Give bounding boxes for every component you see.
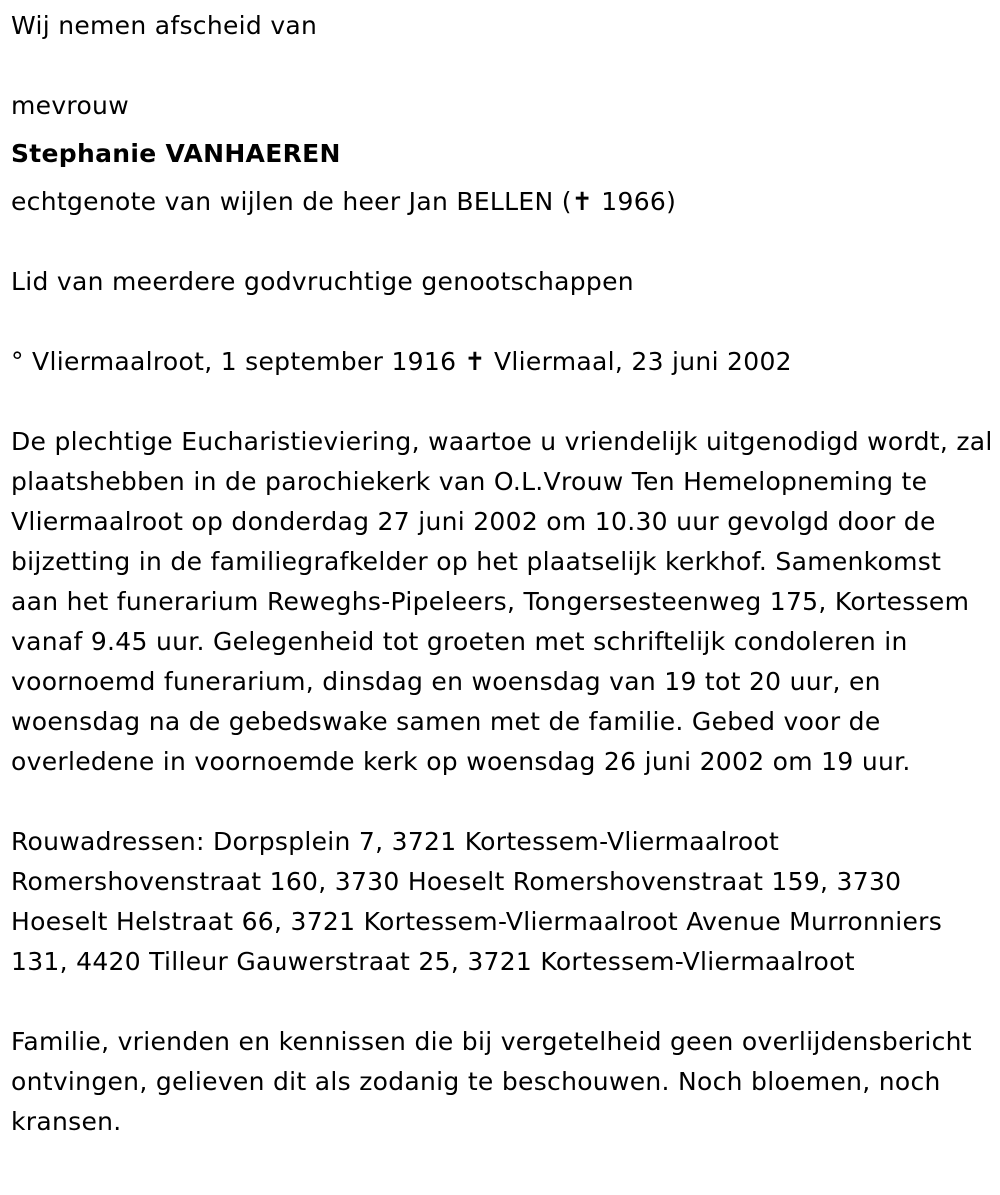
spouse-suffix: 1966) <box>593 187 677 216</box>
addresses-paragraph: Rouwadressen: Dorpsplein 7, 3721 Kortessem-Vliermaalroot Romershovenstraat 160, 3730 Hoeselt Romershovenstraat 159, 3730 Hoeselt Helstraat 66, 3721 Kortessem-Vliermaalroot Avenue Murronniers 131, 4420 Tilleur Gauwerstraat 25, 3721 Kortessem-Vliermaalroot <box>11 827 943 976</box>
birth-info: ° Vliermaalroot, 1 september 1916 <box>11 347 465 376</box>
deceased-name: Stephanie VANHAEREN <box>11 139 341 168</box>
obituary-notice <box>11 6 996 1142</box>
birth-death-line <box>11 342 996 382</box>
spacer <box>11 222 996 262</box>
intro-line: Wij nemen afscheid van <box>11 11 318 40</box>
spacer <box>11 782 996 822</box>
spacer <box>11 982 996 1022</box>
spacer <box>11 382 996 422</box>
cross-icon: ✝ <box>571 187 594 216</box>
spouse-line <box>11 182 996 222</box>
spouse-prefix: echtgenote van wijlen de heer Jan BELLEN ( <box>11 187 572 216</box>
membership-line: Lid van meerdere godvruchtige genootschappen <box>11 267 634 296</box>
cross-icon: ✝ <box>464 347 486 376</box>
ceremony-paragraph: De plechtige Eucharistieviering, waartoe u vriendelijk uitgenodigd wordt, zal plaatshebben in de parochiekerk van O.L.Vrouw Ten Hemelopneming te Vliermaalroot op donderdag 27 juni 2002 om 10.30 uur gevolgd door de bijzetting in de familiegrafkelder op het plaatselijk kerkhof. Samenkomst aan het funerarium Reweghs-Pipeleers, Tongersesteenweg 175, Kortessem vanaf 9.45 uur. Gelegenheid tot groeten met schriftelijk condoleren in voornoemd funerarium, dinsdag en woensdag van 19 tot 20 uur, en woensdag na de gebedswake samen met de familie. Gebed voor de overledene in voornoemde kerk op woensdag 26 juni 2002 om 19 uur. <box>11 427 993 776</box>
closing-paragraph: Familie, vrienden en kennissen die bij vergetelheid geen overlijdensbericht ontvingen, gelieven dit als zodanig te beschouwen. Noch bloemen, noch kransen. <box>11 1027 972 1136</box>
spacer <box>11 46 996 86</box>
title-prefix: mevrouw <box>11 91 129 120</box>
death-info: Vliermaal, 23 juni 2002 <box>485 347 792 376</box>
spacer <box>11 302 996 342</box>
